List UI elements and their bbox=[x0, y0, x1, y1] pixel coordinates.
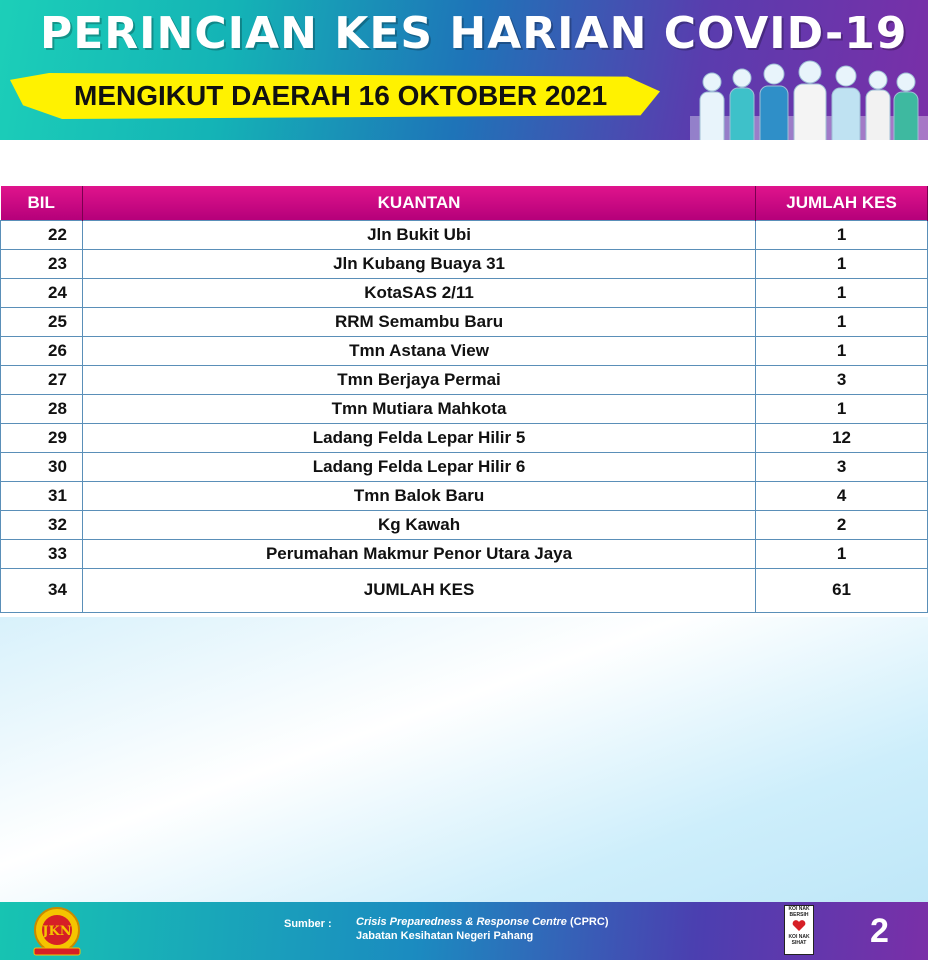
row-area: Kg Kawah bbox=[82, 510, 755, 539]
row-area: Tmn Balok Baru bbox=[82, 481, 755, 510]
row-case-count: 1 bbox=[756, 278, 928, 307]
table-row bbox=[1, 336, 928, 365]
background-gradient bbox=[0, 617, 928, 902]
table-row bbox=[1, 481, 928, 510]
koi-logo-bottom-text: KOI NAK SIHAT bbox=[788, 934, 810, 946]
table-row bbox=[1, 539, 928, 568]
row-area: Tmn Berjaya Permai bbox=[82, 365, 755, 394]
row-case-count: 3 bbox=[756, 452, 928, 481]
row-number: 26 bbox=[1, 336, 83, 365]
page-title: PERINCIAN KES HARIAN COVID-19 bbox=[40, 8, 908, 59]
table-row bbox=[1, 510, 928, 539]
total-label: JUMLAH KES bbox=[82, 568, 755, 612]
row-case-count: 1 bbox=[756, 249, 928, 278]
table-row bbox=[1, 394, 928, 423]
total-row-number: 34 bbox=[1, 568, 83, 612]
column-header-jumlah-kes: JUMLAH KES bbox=[756, 186, 928, 220]
row-number: 32 bbox=[1, 510, 83, 539]
row-case-count: 1 bbox=[756, 220, 928, 249]
heart-icon bbox=[792, 920, 806, 932]
source-abbreviation: (CPRC) bbox=[569, 916, 609, 928]
row-area: RRM Semambu Baru bbox=[82, 307, 755, 336]
jkn-logo-icon bbox=[28, 904, 86, 958]
total-case-count: 61 bbox=[756, 568, 928, 612]
cases-table bbox=[0, 186, 928, 613]
total-row bbox=[1, 568, 928, 612]
table-row bbox=[1, 452, 928, 481]
row-number: 22 bbox=[1, 220, 83, 249]
koi-logo-top-text: KOI NAK BERSIH bbox=[788, 906, 810, 918]
row-area: KotaSAS 2/11 bbox=[82, 278, 755, 307]
row-area: Jln Kubang Buaya 31 bbox=[82, 249, 755, 278]
page-subtitle: MENGIKUT DAERAH 16 OKTOBER 2021 bbox=[74, 80, 608, 111]
row-case-count: 1 bbox=[756, 539, 928, 568]
row-area: Tmn Astana View bbox=[82, 336, 755, 365]
page-number: 2 bbox=[870, 912, 889, 950]
source-line-2: Jabatan Kesihatan Negeri Pahang bbox=[356, 930, 534, 942]
row-case-count: 1 bbox=[756, 307, 928, 336]
health-workers-illustration bbox=[690, 56, 928, 140]
row-number: 33 bbox=[1, 539, 83, 568]
row-case-count: 2 bbox=[756, 510, 928, 539]
row-number: 23 bbox=[1, 249, 83, 278]
row-case-count: 4 bbox=[756, 481, 928, 510]
source-organization: Crisis Preparedness & Response Centre bbox=[356, 916, 567, 928]
header-spacer bbox=[0, 140, 928, 186]
row-area: Jln Bukit Ubi bbox=[82, 220, 755, 249]
row-case-count: 1 bbox=[756, 336, 928, 365]
row-number: 30 bbox=[1, 452, 83, 481]
row-case-count: 3 bbox=[756, 365, 928, 394]
table-row bbox=[1, 278, 928, 307]
table-row bbox=[1, 307, 928, 336]
header-banner bbox=[0, 0, 928, 140]
row-number: 31 bbox=[1, 481, 83, 510]
column-header-area: KUANTAN bbox=[82, 186, 755, 220]
row-number: 25 bbox=[1, 307, 83, 336]
row-area: Ladang Felda Lepar Hilir 6 bbox=[82, 452, 755, 481]
table-row bbox=[1, 365, 928, 394]
row-area: Tmn Mutiara Mahkota bbox=[82, 394, 755, 423]
koi-nak-bersih-logo bbox=[784, 905, 814, 955]
row-area: Ladang Felda Lepar Hilir 5 bbox=[82, 423, 755, 452]
row-number: 29 bbox=[1, 423, 83, 452]
row-case-count: 1 bbox=[756, 394, 928, 423]
source-line-1 bbox=[356, 916, 608, 928]
column-header-bil: BIL bbox=[1, 186, 83, 220]
row-case-count: 12 bbox=[756, 423, 928, 452]
row-number: 24 bbox=[1, 278, 83, 307]
row-number: 28 bbox=[1, 394, 83, 423]
row-number: 27 bbox=[1, 365, 83, 394]
table-row bbox=[1, 423, 928, 452]
table-header-row bbox=[1, 186, 928, 220]
table-row bbox=[1, 220, 928, 249]
row-area: Perumahan Makmur Penor Utara Jaya bbox=[82, 539, 755, 568]
jkn-logo-text: JKN bbox=[42, 924, 72, 939]
table-row bbox=[1, 249, 928, 278]
source-label: Sumber : bbox=[284, 918, 332, 930]
